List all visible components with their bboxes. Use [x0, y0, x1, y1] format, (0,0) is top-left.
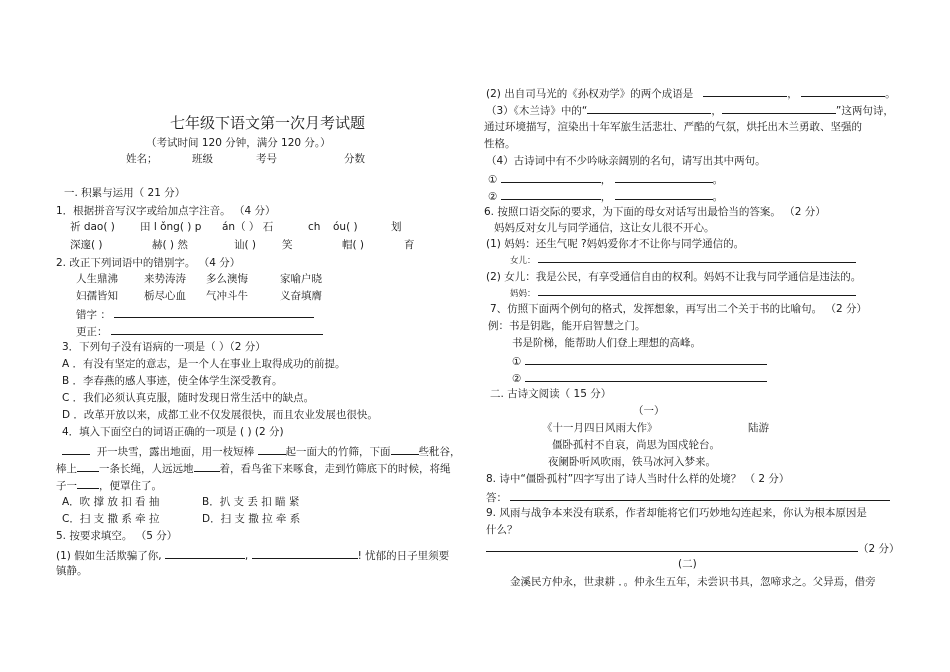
- q4-options-ab: [62, 495, 299, 509]
- q4-passage-line-3: [56, 477, 162, 493]
- q1-item: 划: [391, 221, 402, 233]
- q6-situation-1: (1) 妈妈：还生气呢 ?妈妈爱你才不让你与同学通信的。: [486, 238, 745, 250]
- q1-item: 讪( ): [234, 239, 257, 251]
- q9-line-2: 什么？: [486, 524, 518, 536]
- q1-item: óu( ): [333, 221, 358, 233]
- q2-word: 气冲斗牛: [206, 290, 248, 302]
- r-text: ②: [488, 191, 498, 203]
- q1-heading: 1．根据拼音写汉字或给加点字注音。 （4 分）: [56, 205, 276, 217]
- q7-example-1: 例：书是钥匙，能开启智慧之门。: [488, 320, 646, 332]
- part-2-label: (二): [678, 558, 697, 570]
- r-text: ②: [512, 373, 522, 385]
- q2-row-2: [76, 289, 322, 303]
- q6-reply-2-blank[interactable]: [538, 286, 856, 296]
- q4-heading: 4．填入下面空白的词语正确的一项是 ( ) (2 分): [62, 426, 284, 438]
- r-text: 女儿：: [510, 256, 536, 266]
- q4-blank[interactable]: [62, 443, 90, 455]
- r-blank[interactable]: [615, 171, 713, 183]
- q3-option-b: B ．李春燕的感人事迹，使全体学生深受教育。: [62, 375, 283, 387]
- q1-item: án（ ） 石: [222, 221, 274, 233]
- score-field-label: 分数: [344, 153, 365, 165]
- q1-item: 深邃( ): [70, 239, 103, 251]
- q5-text: ! 忧郁的日子里须要: [357, 550, 450, 562]
- class-field-label: 班级: [192, 153, 213, 165]
- q4-blank[interactable]: [194, 460, 220, 472]
- q9-answer: [486, 540, 900, 556]
- r-q5-3: （3）《木兰诗》中的“ ， ”这两句诗，: [486, 102, 894, 118]
- r-text: ①: [512, 356, 522, 368]
- q6-intro: 妈妈反对女儿与同学通信，这让女儿很不开心。: [494, 222, 715, 234]
- r-text: ①: [488, 174, 498, 186]
- r-q5-3-cont: 通过环境描写，渲染出十年军旅生活悲壮、严酷的气氛，烘托出木兰勇敢、坚强的: [484, 121, 862, 133]
- q8-answer: [486, 489, 890, 505]
- poem-title: 《十一月四日风雨大作》: [542, 422, 658, 434]
- q6-reply-1-blank[interactable]: [538, 253, 856, 263]
- q8-heading: 8. 诗中“僵卧孤村”四字写出了诗人当时什么样的处境？ （ 2 分）: [486, 473, 790, 485]
- q4-blank[interactable]: [391, 443, 419, 455]
- q7-heading: 7、仿照下面两个例句的格式，发挥想象，再写出二个关于书的比喻句。 （2 分）: [490, 303, 868, 315]
- q1-item: 帽( ): [342, 239, 365, 251]
- q4-text: 棒上: [56, 463, 77, 475]
- q9-score: （2 分）: [858, 543, 900, 555]
- classical-text-line: 金溪民方仲永，世隶耕 ．。仲永生五年，未尝识书具，忽啼求之。父异焉，借旁: [510, 576, 876, 588]
- q1-item: ch: [308, 221, 321, 233]
- q7-example-2: 书是阶梯，能帮助人们登上理想的高峰。: [512, 337, 701, 349]
- q6-reply-1: [510, 253, 856, 268]
- q2-word: 栃尽心血: [144, 290, 186, 302]
- poem-author: 陆游: [748, 422, 769, 434]
- q2-word: 人生鼎沸: [76, 273, 118, 285]
- q4-text: 着，看鸟雀下来啄食，走到竹筛底下的时候，将绳: [219, 463, 451, 475]
- q2-word: 义奋填膺: [280, 290, 322, 302]
- q5-line-1: (1) 假如生活欺骗了你, , ! 忧郁的日子里须要: [56, 547, 449, 563]
- q8-answer-blank[interactable]: [510, 489, 890, 501]
- r-text: (2) 出自司马光的《孙权劝学》的两个成语是: [486, 88, 694, 100]
- q1-row-1: [70, 220, 402, 234]
- q4-blank[interactable]: [77, 477, 99, 489]
- q2-wrong-label: 错字 ：: [76, 309, 111, 321]
- r-text: 妈妈：: [510, 289, 536, 299]
- poem-line-1: 僵卧孤村不自哀，尚思为国戍轮台。: [552, 439, 720, 451]
- r-blank[interactable]: [615, 188, 713, 200]
- q7-answer-1-blank[interactable]: [525, 353, 767, 365]
- q4-text: 些秕谷，: [418, 446, 461, 458]
- student-fields: [126, 152, 365, 166]
- r-q5-4-ans-1: ① ， 。: [488, 171, 723, 187]
- q2-fix-label: 更正：: [76, 326, 108, 338]
- r-q5-3-end: 性格。: [484, 138, 516, 150]
- q5-heading: 5. 按要求填空。 （5 分）: [56, 530, 178, 542]
- q2-word: 妇孺皆知: [76, 290, 118, 302]
- name-field-label: 姓名；: [126, 153, 158, 165]
- r-text: 答：: [486, 492, 507, 504]
- q4-option-c: C．扫 支 撒 系 牵 拉: [62, 513, 160, 525]
- q2-word: 来势涛涛: [144, 273, 186, 285]
- r-q5-4: （4）古诗词中有不少吟咏亲阔别的名句，请写出其中两句。: [486, 155, 766, 167]
- q5-blank[interactable]: [165, 547, 245, 559]
- id-field-label: 考号: [256, 153, 277, 165]
- q1-item: 赫( ) 然: [152, 239, 188, 251]
- r-blank[interactable]: [501, 188, 601, 200]
- q4-option-b: B．扒 支 丢 扣 瞄 紧: [202, 496, 300, 508]
- q4-text: 开一块雪，露出地面，用一枝短棒: [96, 446, 255, 458]
- r-text: ”这两句诗，: [835, 105, 894, 117]
- q1-item: 笑: [282, 239, 293, 251]
- r-blank[interactable]: [587, 102, 711, 114]
- q4-option-a: A．吹 撑 放 扣 看 抽: [62, 496, 160, 508]
- q7-answer-2: [512, 370, 767, 386]
- q4-text: 子一: [56, 480, 77, 492]
- q9-heading: 9. 风雨与战争本来没有联系，作者却能将它们巧妙地勾连起来，你认为根本原因是: [486, 507, 867, 519]
- q2-fix-line: [76, 323, 323, 339]
- q1-item: 祈 dao( ): [70, 221, 115, 233]
- q2-wrong-line: [76, 306, 314, 322]
- q7-answer-2-blank[interactable]: [525, 370, 767, 382]
- q5-text: (1) 假如生活欺骗了你,: [56, 550, 162, 562]
- exam-info: （考试时间 120 分钟，满分 120 分。）: [146, 137, 331, 149]
- r-blank[interactable]: [801, 85, 885, 97]
- q4-passage-line-1: [62, 443, 461, 459]
- q4-option-d: D．扫 支 撒 拉 牵 系: [202, 513, 301, 525]
- q5-blank[interactable]: [252, 547, 358, 559]
- q6-heading: 6. 按照口语交际的要求，为下面的母女对话写出最恰当的答案。 （2 分）: [484, 206, 826, 218]
- poem-part-label: （一）: [633, 405, 665, 417]
- q1-item: 育: [404, 239, 415, 251]
- r-q5-2: (2) 出自司马光的《孙权劝学》的两个成语是 ， 。: [486, 85, 896, 101]
- r-blank[interactable]: [722, 102, 836, 114]
- q4-text: 一条长绳，人远远地: [99, 463, 194, 475]
- q3-option-a: A ．有没有坚定的意志，是一个人在事业上取得成功的前提。: [62, 358, 346, 370]
- q1-row-2: [70, 238, 415, 252]
- q3-option-d: D ．改革开放以来，成都工业不仅发展很快，而且农业发展也很快。: [62, 409, 378, 421]
- q6-reply-2: [510, 286, 856, 301]
- r-blank[interactable]: [501, 171, 601, 183]
- q1-item: 田 l ǒng( ) p: [140, 221, 202, 233]
- q4-passage-line-2: [56, 460, 451, 476]
- q2-fix-blank[interactable]: [111, 323, 323, 335]
- q5-line-2: 镇静。: [56, 565, 88, 577]
- poem-line-2: 夜阑卧听风吹雨，铁马冰河入梦来。: [548, 456, 716, 468]
- section-2-heading: 二. 古诗文阅读（ 15 分）: [490, 388, 612, 400]
- r-q5-4-ans-2: ② ， 。: [488, 188, 723, 204]
- q2-heading: 2. 改正下列词语中的错别字。 （4 分）: [56, 257, 241, 269]
- section-1-heading: 一. 积累与运用（ 21 分）: [64, 187, 186, 199]
- q3-heading: 3．下列句子没有语病的一项是（ ）（2 分）: [62, 341, 266, 353]
- q7-answer-1: [512, 353, 767, 369]
- r-blank[interactable]: [703, 85, 787, 97]
- q3-option-c: C ．我们必须认真克服，随时发现日常生活中的缺点。: [62, 392, 315, 404]
- r-text: （3）《木兰诗》中的“: [486, 105, 588, 117]
- q9-answer-blank[interactable]: [486, 540, 858, 552]
- exam-title: 七年级下语文第一次月考试题: [170, 114, 366, 132]
- q4-text: 起一面大的竹筛，下面: [285, 446, 391, 458]
- q6-situation-2: (2) 女儿：我是公民，有享受通信自由的权利。妈妈不让我与同学通信是违法的。: [486, 271, 862, 283]
- q4-text: ，便罩住了。: [99, 480, 162, 492]
- q2-wrong-blank[interactable]: [114, 306, 314, 318]
- q4-options-cd: [62, 512, 300, 526]
- q2-word: 多么澳悔: [206, 273, 248, 285]
- q4-blank[interactable]: [77, 460, 99, 472]
- q2-row-1: [76, 272, 322, 286]
- q2-word: 家喻户晓: [280, 273, 322, 285]
- q4-blank[interactable]: [258, 443, 286, 455]
